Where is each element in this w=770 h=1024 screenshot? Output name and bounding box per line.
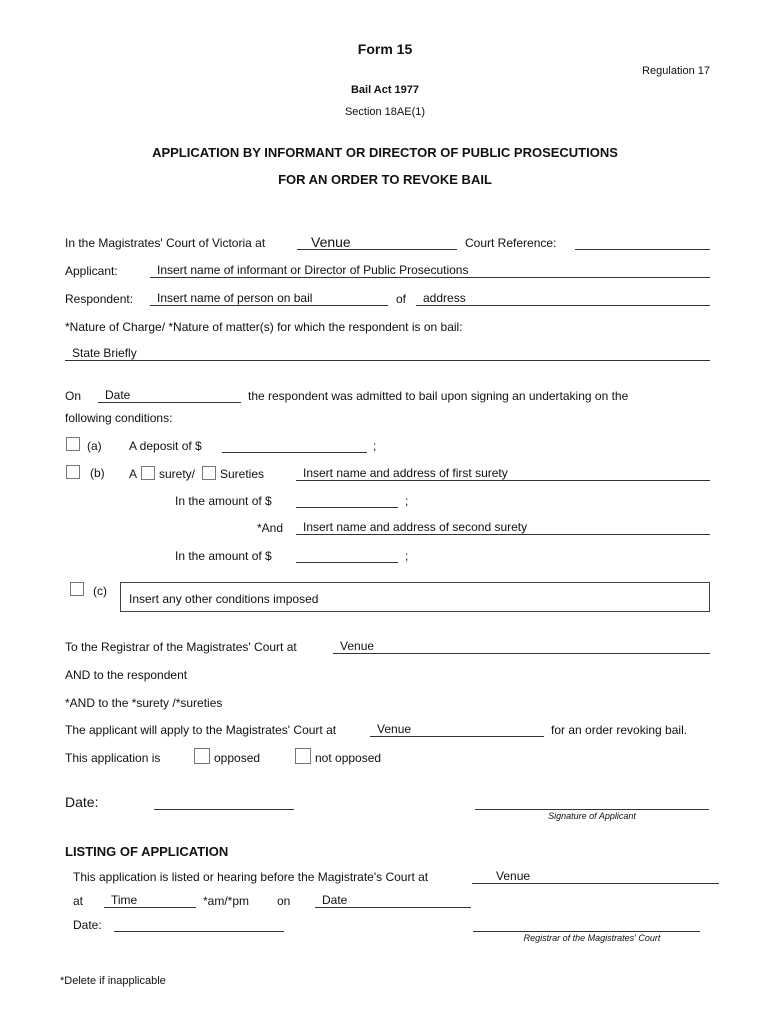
court-label: In the Magistrates' Court of Victoria at — [65, 236, 266, 250]
deposit-label: A deposit of $ — [129, 439, 202, 453]
on-label: On — [65, 389, 82, 403]
signature-caption: Signature of Applicant — [548, 811, 636, 821]
sureties-checkbox[interactable] — [202, 466, 216, 480]
respondent-label: Respondent: — [65, 292, 134, 306]
second-surety-field[interactable]: Insert name and address of second surety — [296, 519, 710, 535]
sureties-label: Sureties — [220, 467, 265, 481]
opposed-checkbox[interactable] — [194, 748, 210, 764]
condition-b-checkbox[interactable] — [66, 465, 80, 479]
date-label: Date: — [65, 794, 99, 810]
first-surety-field[interactable]: Insert name and address of first surety — [296, 465, 710, 481]
surety-a-label: A — [129, 467, 138, 481]
amount2-field[interactable] — [296, 547, 398, 563]
amount1-label: In the amount of $ — [175, 494, 272, 508]
footer-note: *Delete if inapplicable — [60, 975, 166, 987]
opposed-label: opposed — [214, 751, 261, 765]
page-heading-line1: APPLICATION BY INFORMANT OR DIRECTOR OF PUBLIC PROSECUTIONS — [152, 145, 618, 160]
condition-c-checkbox[interactable] — [70, 582, 84, 596]
bail-text-line2: following conditions: — [65, 411, 173, 425]
bail-date-field[interactable]: Date — [98, 387, 241, 403]
regulation-label: Regulation 17 — [642, 65, 710, 77]
bail-text-line1: the respondent was admitted to bail upon signing an undertaking on the — [248, 389, 629, 403]
registrar-caption: Registrar of the Magistrates' Court — [523, 933, 661, 943]
registrar-label: To the Registrar of the Magistrates' Court at — [65, 640, 297, 654]
listing-time-field[interactable]: Time — [104, 892, 196, 908]
listing-text: This application is listed or hearing before the Magistrate's Court at — [73, 870, 429, 884]
deposit-semicolon: ; — [373, 439, 377, 453]
of-label: of — [396, 292, 407, 306]
amount2-semicolon: ; — [405, 549, 409, 563]
condition-a-label: (a) — [87, 439, 102, 453]
listing-date-sign-field[interactable] — [114, 916, 284, 932]
to-respondent-line: AND to the respondent — [65, 668, 188, 682]
apply-venue-field[interactable]: Venue — [370, 721, 544, 737]
date-field[interactable] — [154, 794, 294, 810]
respondent-address-field[interactable]: address — [416, 290, 710, 306]
condition-a-checkbox[interactable] — [66, 437, 80, 451]
surety-checkbox[interactable] — [141, 466, 155, 480]
listing-heading: LISTING OF APPLICATION — [65, 844, 229, 859]
applicant-label: Applicant: — [65, 264, 118, 278]
listing-date-field[interactable]: Date — [315, 892, 471, 908]
court-reference-label: Court Reference: — [465, 236, 557, 250]
and-label: *And — [257, 521, 284, 535]
charge-field[interactable]: State Briefly — [65, 345, 710, 361]
charge-label: *Nature of Charge/ *Nature of matter(s) for which the respondent is on bail: — [65, 320, 463, 334]
other-conditions-field[interactable]: Insert any other conditions imposed — [120, 582, 710, 612]
act-label: Bail Act 1977 — [350, 84, 420, 96]
registrar-venue-field[interactable]: Venue — [333, 638, 710, 654]
apply-suffix: for an order revoking bail. — [551, 723, 688, 737]
condition-c-label: (c) — [93, 584, 107, 598]
listing-venue-field[interactable]: Venue — [472, 868, 719, 884]
amount2-label: In the amount of $ — [175, 549, 272, 563]
apply-label: The applicant will apply to the Magistrates' Court at — [65, 723, 337, 737]
not-opposed-label: not opposed — [315, 751, 382, 765]
respondent-name-field[interactable]: Insert name of person on bail — [150, 290, 388, 306]
applicant-signature-field[interactable] — [475, 794, 709, 810]
court-venue-field[interactable]: Venue — [297, 234, 457, 250]
form-title: Form 15 — [357, 41, 413, 57]
amount1-field[interactable] — [296, 492, 398, 508]
to-sureties-line: *AND to the *surety /*sureties — [65, 696, 223, 710]
not-opposed-checkbox[interactable] — [295, 748, 311, 764]
registrar-signature-field[interactable] — [473, 916, 700, 932]
court-reference-field[interactable] — [575, 234, 710, 250]
listing-date-label: Date: — [73, 918, 102, 932]
listing-at-label: at — [73, 894, 84, 908]
surety-label: surety/ — [159, 467, 196, 481]
listing-on-label: on — [277, 894, 291, 908]
amount1-semicolon: ; — [405, 494, 409, 508]
application-is-label: This application is — [65, 751, 161, 765]
section-label: Section 18AE(1) — [344, 106, 426, 118]
applicant-field[interactable]: Insert name of informant or Director of Public Prosecutions — [150, 262, 710, 278]
listing-ampm: *am/*pm — [203, 894, 250, 908]
condition-b-label: (b) — [90, 466, 105, 480]
page-heading-line2: FOR AN ORDER TO REVOKE BAIL — [278, 172, 492, 187]
deposit-amount-field[interactable] — [222, 437, 367, 453]
